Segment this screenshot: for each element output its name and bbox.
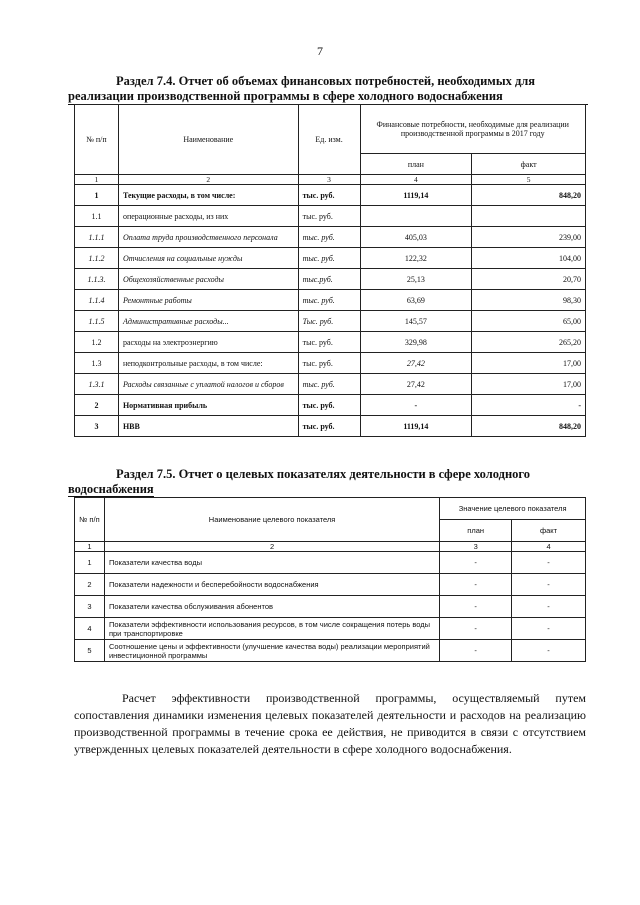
header-num: № п/п	[75, 105, 119, 175]
table-row	[75, 574, 586, 596]
row-unit: тыс.руб.	[298, 269, 360, 290]
table-row	[75, 269, 586, 290]
section-7-4-title-line1: Раздел 7.4. Отчет об объемах финансовых потребностей, необходимых для	[116, 74, 536, 88]
section-7-5-title-line2: водоснабжения	[68, 482, 154, 496]
conclusion-text: Расчет эффективности производственной программы, осуществляемый путем сопоставления динамики изменения целевых показателей деятельности и расходов на реализацию производственной программы в течение срока ее действия, не приводится в связи с отсутствием утвержденных целевых показателей деятельности в сфере холодного водоснабжения.	[74, 691, 586, 756]
row-num: 3	[75, 596, 105, 618]
table-row	[75, 290, 586, 311]
row-num: 1.3	[75, 353, 119, 374]
row-fact: 239,00	[472, 227, 586, 248]
row-plan: 329,98	[360, 332, 472, 353]
row-unit: тыс. руб.	[298, 248, 360, 269]
row-fact: 20,70	[472, 269, 586, 290]
row-fact: 17,00	[472, 374, 586, 395]
header-plan: план	[440, 520, 512, 542]
row-plan: 25,13	[360, 269, 472, 290]
row-plan: -	[440, 574, 512, 596]
section-7-5-title-line1: Раздел 7.5. Отчет о целевых показателях деятельности в сфере холодного	[116, 467, 531, 481]
table-row	[75, 227, 586, 248]
row-unit: тыс. руб.	[298, 332, 360, 353]
row-num: 1.1.3.	[75, 269, 119, 290]
header-plan: план	[360, 154, 472, 175]
header-num: № п/п	[75, 498, 105, 542]
table-row	[75, 311, 586, 332]
row-unit: тыс. руб.	[298, 416, 360, 437]
row-plan: 27,42	[360, 353, 472, 374]
section-7-5-title	[68, 467, 588, 497]
row-name: Показатели качества обслуживания абонентов	[104, 596, 439, 618]
table-row	[75, 206, 586, 227]
table-row	[75, 395, 586, 416]
header-name: Наименование	[118, 105, 298, 175]
row-plan: -	[440, 640, 512, 662]
row-num: 2	[75, 395, 119, 416]
row-name: НВВ	[118, 416, 298, 437]
row-fact	[472, 206, 586, 227]
row-fact: 848,20	[472, 416, 586, 437]
row-name: Текущие расходы, в том числе:	[118, 185, 298, 206]
row-fact: 104,00	[472, 248, 586, 269]
row-name: Административные расходы...	[118, 311, 298, 332]
row-plan: 1119,14	[360, 185, 472, 206]
table-row	[75, 185, 586, 206]
conclusion-paragraph	[74, 690, 586, 758]
row-name: Показатели эффективности использования ресурсов, в том числе сокращения потерь воды при транспортировке	[104, 618, 439, 640]
row-unit: тыс. руб.	[298, 227, 360, 248]
row-fact: -	[512, 596, 586, 618]
row-name: Ремонтные работы	[118, 290, 298, 311]
row-fact: -	[512, 618, 586, 640]
row-num: 1.2	[75, 332, 119, 353]
section-7-4-title	[68, 74, 588, 105]
row-fact: 17,00	[472, 353, 586, 374]
col-number: 2	[118, 175, 298, 185]
row-fact: 98,30	[472, 290, 586, 311]
row-name: Показатели надежности и бесперебойности водоснабжения	[104, 574, 439, 596]
row-fact: 65,00	[472, 311, 586, 332]
row-name: Отчисления на социальные нужды	[118, 248, 298, 269]
row-unit: тыс. руб.	[298, 395, 360, 416]
table-row	[75, 416, 586, 437]
row-unit: тыс. руб.	[298, 374, 360, 395]
row-num: 1.1.2	[75, 248, 119, 269]
row-unit: тыс. руб.	[298, 290, 360, 311]
table-row	[75, 353, 586, 374]
row-plan: -	[440, 596, 512, 618]
table-row	[75, 552, 586, 574]
col-number: 1	[75, 542, 105, 552]
col-number: 2	[104, 542, 439, 552]
row-name: неподконтрольные расходы, в том числе:	[118, 353, 298, 374]
row-fact: 265,20	[472, 332, 586, 353]
col-number: 5	[472, 175, 586, 185]
row-fact: -	[512, 552, 586, 574]
row-unit: тыс. руб.	[298, 206, 360, 227]
table-row	[75, 640, 586, 662]
row-plan: 122,32	[360, 248, 472, 269]
row-plan	[360, 206, 472, 227]
row-unit: тыс. руб.	[298, 185, 360, 206]
row-num: 4	[75, 618, 105, 640]
row-plan: 145,57	[360, 311, 472, 332]
row-name: Показатели качества воды	[104, 552, 439, 574]
section-7-4-title-line2: реализации производственной программы в сфере холодного водоснабжения	[68, 89, 588, 105]
row-name: Общехозяйственные расходы	[118, 269, 298, 290]
row-plan: 405,03	[360, 227, 472, 248]
table-row	[75, 618, 586, 640]
row-fact: -	[512, 574, 586, 596]
row-name: операционные расходы, из них	[118, 206, 298, 227]
row-num: 5	[75, 640, 105, 662]
financial-needs-table	[74, 104, 586, 437]
header-unit: Ед. изм.	[298, 105, 360, 175]
row-num: 1.1.1	[75, 227, 119, 248]
table-row	[75, 374, 586, 395]
row-plan: -	[440, 618, 512, 640]
target-indicators-table	[74, 497, 586, 662]
row-fact: 848,20	[472, 185, 586, 206]
row-plan: 63,69	[360, 290, 472, 311]
header-fact: факт	[512, 520, 586, 542]
col-number: 4	[360, 175, 472, 185]
header-value: Значение целевого показателя	[440, 498, 586, 520]
row-name: Нормативная прибыль	[118, 395, 298, 416]
table-row	[75, 248, 586, 269]
col-number: 3	[440, 542, 512, 552]
row-num: 1	[75, 552, 105, 574]
header-name: Наименование целевого показателя	[104, 498, 439, 542]
page-number: 7	[317, 44, 323, 58]
row-num: 1	[75, 185, 119, 206]
row-name: Оплата труда производственного персонала	[118, 227, 298, 248]
row-plan: -	[440, 552, 512, 574]
col-number: 1	[75, 175, 119, 185]
row-unit: тыс. руб.	[298, 353, 360, 374]
row-name: Расходы связанные с уплатой налогов и сборов	[118, 374, 298, 395]
row-fact: -	[512, 640, 586, 662]
header-fact: факт	[472, 154, 586, 175]
header-needs: Финансовые потребности, необходимые для реализации производственной программы в 2017 году	[360, 105, 585, 154]
row-plan: -	[360, 395, 472, 416]
row-name: расходы на электроэнергию	[118, 332, 298, 353]
row-num: 2	[75, 574, 105, 596]
row-fact: -	[472, 395, 586, 416]
row-num: 1.1.5	[75, 311, 119, 332]
row-unit: Тыс. руб.	[298, 311, 360, 332]
row-num: 1.3.1	[75, 374, 119, 395]
row-name: Соотношение цены и эффективности (улучшение качества воды) реализации мероприятий инвестиционной программы	[104, 640, 439, 662]
col-number: 3	[298, 175, 360, 185]
table-row	[75, 596, 586, 618]
row-plan: 1119,14	[360, 416, 472, 437]
row-plan: 27,42	[360, 374, 472, 395]
row-num: 3	[75, 416, 119, 437]
row-num: 1.1.4	[75, 290, 119, 311]
row-num: 1.1	[75, 206, 119, 227]
table-row	[75, 332, 586, 353]
col-number: 4	[512, 542, 586, 552]
